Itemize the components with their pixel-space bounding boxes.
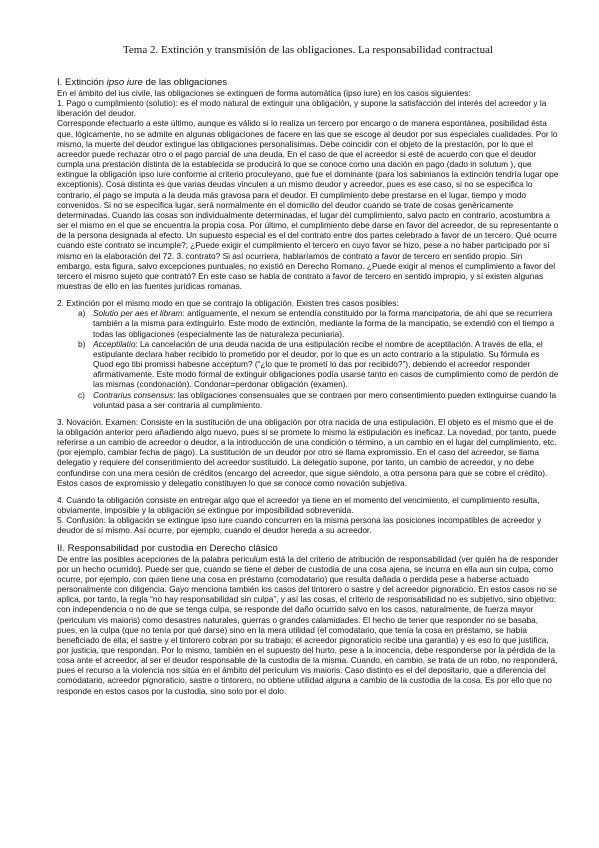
list-item-term: Solutio per aes et libram [93,308,183,319]
section-1-heading-part-c: de las obligaciones [142,77,228,88]
list-item-term: Acceptilatio [93,338,136,349]
section-1-heading-part-b: ipso iure [106,77,143,88]
list-item [78,389,559,410]
extinction-modes-list [57,308,559,410]
list-item-text: : antiguamente, el nexum se entendía constituido por la forma mancipatoria, de ahí que se recurriera también a la misma para extinguirlo. Este modo de extinción, mediante la forma de la mancipatio, se extendió con el tiempo a todas las obligaciones (especialmente las de naturaleza pecuniaria). [93,308,555,339]
section-1-heading [57,77,559,88]
list-item-term: Contrarius consensus [93,389,174,400]
custody-paragraph: De entre las posibles acepciones de la palabra periculum está la del criterio de atribución de responsabilidad (ver quién ha de responder por un hecho ocurrido). Puede ser que, cuando se tiene el deber de custodia de una cosa ajena, se incurra en ella aun sin culpa, como ocurre, por ejemplo, con quien tiene una cosa en préstamo (comodatario) que resulta dañada o perdida pese a haberse actuado personalmente con diligencia. Gayo menciona también los casos del tintorero o sastre y del acreedor pignoraticio. En estos casos no se aplica, por tanto, la regla “no hay responsabilidad sin culpa”, y así las cosas, el criterio de responsabilidad no es subjetivo, sino objetivo: con independencia o no de que se tenga culpa, se responde del daño ocurrido salvo en los casos, naturalmente, de fuerza mayor (periculum vis maioris) como desastres naturales, guerras o grandes calamidades. El hecho de tener que responder no se basaba, pues, en la culpa (que no tenía por qué darse) sino en la mera utilidad (el comodatario, que tenía la cosa en préstamo, se había beneficiado de ella; el sastre y el tintorero cobran por su trabajo; el acreedor pignoraticio recibe una garantía) y es eso lo que justifica, por justicia, que respondan. Por lo mismo, también en el supuesto del hurto, pese a la inocencia, debe responderse por la pérdida de la cosa ante el acreedor, al ser el deudor responsable de la custodia de la misma. Cuando, en cambio, se trata de un robo, no responderá, pues el recurso a la violencia nos sitúa en el ámbito del periculum vis maioris. Caso distinto es el del depositario, que a diferencia del comodatario, acreedor pignoraticio, sastre o tintorero, no obtiene utilidad alguna a cambio de la custodia de la cosa. Es por ello que no responde en estos casos por la custodia, sino solo por el dolo. [57,553,559,696]
payment-details-paragraph: Corresponde efectuarlo a este último, aunque es válido si lo realiza un tercero por encargo o de manera espontánea, posibilidad ésta que, lógicamente, no se admite en algunas obligaciones de facere en las que se escoge al deudor por sus especiales cualidades. Por lo mismo, la muerte del deudor extingue las obligaciones personalísimas. Debe coincidir con el objeto de la prestación, por lo que el acreedor puede rechazar otro o el pago parcial de una deuda. En el caso de que el acreedor si esté de acuerdo con que el deudor cumpla una prestación distinta de la establecida se producirá lo que se conoce como una dación en pago (dado in solutum ), que extingue la obligación ipso iure conforme al criterio proculeyano, que fue el dominante (para los sabinianos la extinción tendría lugar ope exceptionis). Cosa distinta es que varias deudas vinculen a un mismo deudor y acreedor, pues es ese caso, si no se especifica lo contrario, el pago se imputa a la deuda más gravosa para el deudor. El cumplimiento debe prestarse en el lugar, tiempo y modo convenidos. Si no se especifica lugar, será normalmente en el domicilio del deudor cuando se trate de cosas genéricamente determinadas. Cuando las cosas son individualmente determinadas, el lugar del cumplimiento, salvo pacto en contrario, acostumbra a ser el mismo en el que se encuentra la propia cosa. Por último, el cumplimiento debe darse en favor del acreedor, de su representante o de la persona designada al efecto. Un supuesto especial es el del contrato entre dos partes celebrado a favor de un tercero. Qué ocurre cuando este contrato se incumple?; ¿Puede exigir el cumplimiento el tercero en cuyo favor se hizo, pese a no haber participado por sí mismo en la elaboración del 72. 3. contrato? Si así ocurriera, hablaríamos de contrato a favor de tercero en sentido propio. Sin embargo, esta figura, salvo excepciones puntuales, no existió en Derecho Romano. ¿Puede exigir al menos el cumplimiento a favor del tercero el mismo sujeto que contrató? En este caso se habla de contrato a favor de tercero en sentido impropio, y sí existen algunas muestras de ello en las fuentes jurídicas romanas. [57,118,559,291]
list-marker: c) [78,389,85,400]
confusion-paragraph: 5. Confusión: la obligación se extingue ipso iure cuando concurren en la misma persona las posiciones incompatibles de acreedor y deudor de sí mismo. Así ocurre, por ejemplo, cuando el deudor hereda a su acreedor. [57,515,542,536]
section-2-heading: II. Responsabilidad por custodia en Derecho clásico [57,542,278,554]
list-marker: b) [78,338,86,349]
impossibility-paragraph: 4. Cuando la obligación consiste en entregar algo que el acreedor ya tiene en el momento del vencimiento, el cumplimiento resulta, obviamente, imposible y la obligación se extingue por imposibilidad sobrevenida. [57,494,540,516]
section-1-intro: En el ámbito del ius civile, las obligaciones se extinguen de forma automática (ipso iure) en los casos siguientes: [57,88,471,98]
same-mode-extinction-paragraph: 2. Extinción por el mismo modo en que se contrajo la obligación. Existen tres casos posibles: [57,298,399,309]
list-item [78,308,559,339]
section-1-heading-part-a: I. Extinción [57,77,107,88]
list-item-text: : las obligaciones consensuales que se contraen por mero consentimiento pueden extinguirse cuando la voluntad pasa a ser contraria al cumplimiento. [93,389,557,410]
payment-paragraph: 1. Pago o cumplimiento (solutio): es el modo natural de extinguir una obligación, y supone la satisfacción del interés del acreedor y la liberación del deudor. [57,98,547,119]
list-marker: a) [78,308,86,319]
list-item [78,338,559,390]
list-item-text: : La cancelación de una deuda nacida de una estipulación recibe el nombre de aceptilación. A través de ella, el estipulante declara haber recibido lo prometido por el deudor, por lo que es un acto contrario a la stipulatio. Su fórmula es Quod ego tibi promissi habesne acceptum? (“¿lo que te prometí lo das por recibido?”), debiendo el acreedor responder afirmativamente. Este modo formal de extinguir obligaciones podía usarse tanto en casos de cumplimiento como de perdón de las mismas (condonación). Condonar=perdonar obligación (examen). [93,338,559,390]
page-title: Tema 2. Extinción y transmisión de las obligaciones. La responsabilidad contractual [122,44,494,56]
novation-paragraph: 3. Novación. Examen: Consiste en la sustitución de una obligación por otra nacida de una estipulación. El objeto es el mismo que el de la obligación anterior pero añadiendo algo nuevo, pues si se promete lo mismo la estipulación es ineficaz. La novedad, por tanto, puede referirse a un cambio de acreedor o deudor, a la introducción de una condición o término, a un cambio en el lugar del cumplimiento, etc. (por ejemplo, cambiar fecha de pago). La sustitución de un deudor por otro se llama expromissio. En el caso del acreedor, se llama delegatio y requiere del consentimiento del acreedor sustituido. La delegatio supone, por tanto, un cambio de acreedor, y no debe confundirse con una mera cesión de créditos (encargo del acreedor, que sigue siéndolo, a otra persona para que se cobre el crédito). Estos casos de expromissio y delegatio constituyen lo que se conoce como novación subjetiva. [57,416,557,488]
